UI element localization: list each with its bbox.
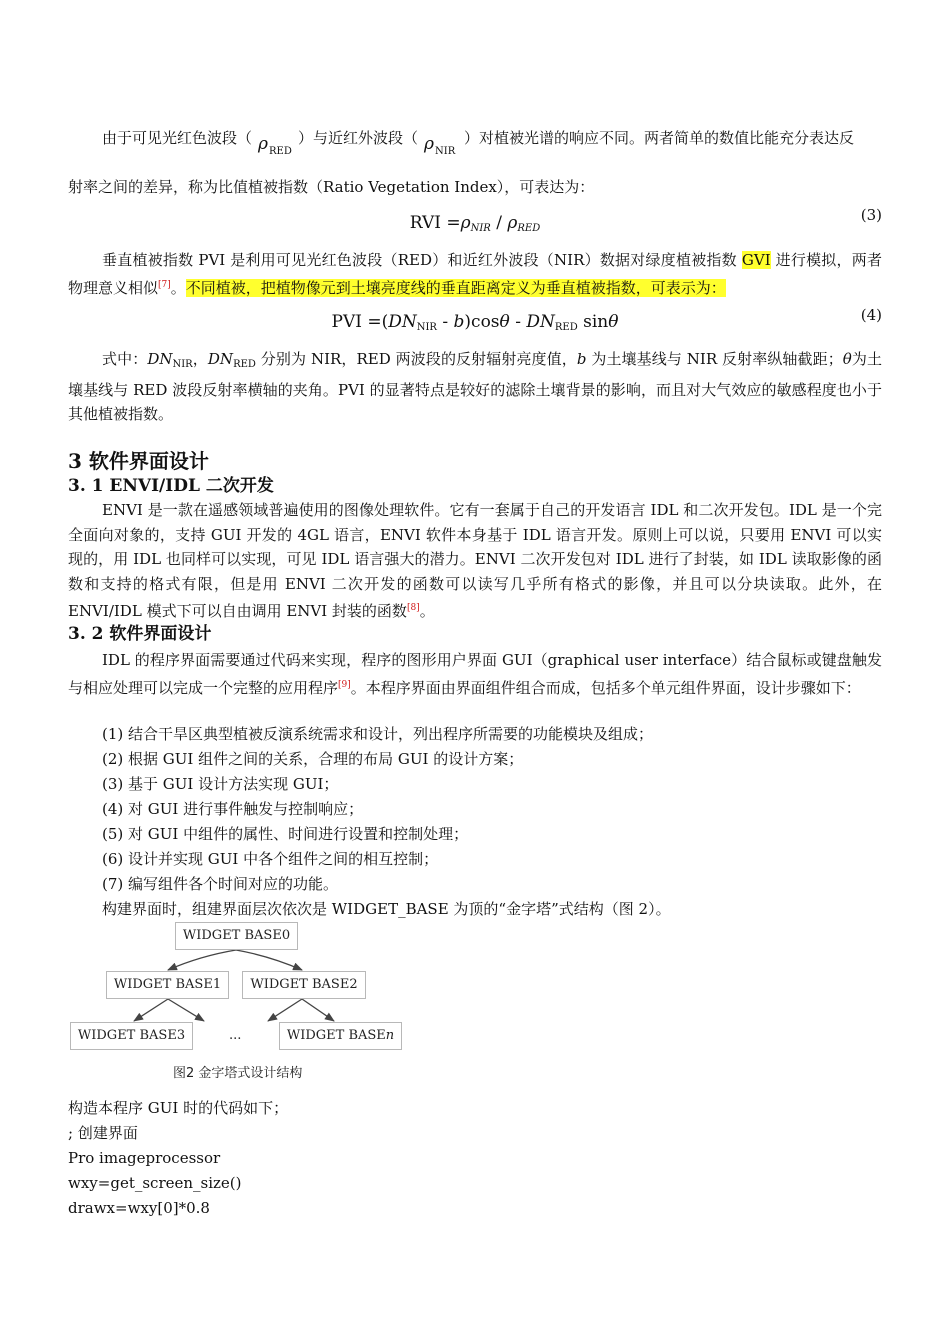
code-intro: 构造本程序 GUI 时的代码如下； <box>68 1099 289 1117</box>
figure-2-caption: 图2 金字塔式设计结构 <box>173 1066 303 1081</box>
widget-basen-box: WIDGET BASEn <box>279 1022 402 1050</box>
structure-sentence: 构建界面时，组建界面层次依次是 WIDGET_BASE 为顶的“金字塔”式结构（图 2）。 <box>102 900 671 918</box>
intro-text-c: ）对植被光谱的响应不同。两者简单的数值比能充分表达反 <box>464 129 855 147</box>
widget-base2-box: WIDGET BASE2 <box>242 971 366 999</box>
rho-nir-symbol: ρ NIR <box>424 134 456 157</box>
pvi-paragraph: 垂直植被指数 PVI 是利用可见光红色波段（RED）和近红外波段（NIR）数据对绿度植被指数 GVI 进行模拟，两者物理意义相似[7]。不同植被，把植物像元到土壤亮度线的垂直距离定义为垂直植被指数，可表示为： <box>68 251 882 297</box>
rho-red-symbol: ρ RED <box>258 134 292 157</box>
arrow-base0-to-base1 <box>168 950 236 970</box>
code-line-3: wxy=get_screen_size() <box>68 1174 242 1192</box>
equation-number-4: (4) <box>860 306 882 324</box>
citation-7[interactable]: [7] <box>158 279 171 290</box>
step-3: (3) 基于 GUI 设计方法实现 GUI； <box>102 775 339 793</box>
widget-base1-box: WIDGET BASE1 <box>106 971 229 999</box>
where-paragraph: 式中：$DN_{NIR}$，$DN_{RED}$ 分别为 NIR，RED 两波段的反射辐射亮度值，b 为土壤基线与 NIR 反射率纵轴截距；θ为土壤基线与 RED 波段反射率横轴的夹角。PVI 的显著特点是较好的滤除土壤背景的影响，而且对大气效应的敏感程度也小于其他植被指数。 <box>68 350 882 423</box>
section-3-heading: 3 软件界面设计 <box>68 449 209 473</box>
step-4: (4) 对 GUI 进行事件触发与控制响应； <box>102 800 364 818</box>
step-6: (6) 设计并实现 GUI 中各个组件之间的相互控制； <box>102 850 439 868</box>
section-3-2-heading: 3. 2 软件界面设计 <box>68 624 212 644</box>
citation-9[interactable]: [9] <box>338 679 351 690</box>
code-line-2: Pro imageprocessor <box>68 1149 221 1167</box>
widget-base3-box: WIDGET BASE3 <box>70 1022 193 1050</box>
code-line-4: drawx=wxy[0]*0.8 <box>68 1199 210 1217</box>
equation-number-3: (3) <box>860 206 882 224</box>
code-line-1: ; 创建界面 <box>68 1124 138 1142</box>
highlight-pvi-definition: 不同植被，把植物像元到土壤亮度线的垂直距离定义为垂直植被指数，可表示为： <box>185 278 726 297</box>
arrow-base1-to-dots <box>168 999 204 1021</box>
widget-base0-box: WIDGET BASE0 <box>175 922 298 950</box>
intro-text-b: ）与近红外波段（ <box>298 129 419 147</box>
ellipsis: ... <box>229 1028 242 1043</box>
step-7: (7) 编写组件各个时间对应的功能。 <box>102 875 339 893</box>
citation-8[interactable]: [8] <box>406 603 420 613</box>
step-1: (1) 结合干旱区典型植被反演系统需求和设计，列出程序所需要的功能模块及组成； <box>102 725 654 743</box>
intro-text-a: 由于可见光红色波段（ <box>102 129 253 147</box>
highlight-gvi: GVI <box>741 251 771 269</box>
section-3-1-paragraph: ENVI 是一款在遥感领域普遍使用的图像处理软件。它有一套属于自己的开发语言 IDL 和二次开发包。IDL 是一个完全面向对象的，支持 GUI 开发的 4GL 语言，ENVI 软件本身基于 IDL 语言开发。原则上可以说，只要用 ENVI 可以实现的，用 IDL 也同样可以实现，可见 IDL 语言强大的潜力。ENVI 二次开发包对 IDL 进行了封装，如 IDL 读取影像的函数和支持的格式有限，但是用 ENVI 二次开发的函数可以读写几乎所有格式的影像，并且可以分块读取。此外，在 ENVI/IDL 模式下可以自由调用 ENVI 封装的函数[8]。 <box>68 501 882 620</box>
section-3-1-heading: 3. 1 ENVI/IDL 二次开发 <box>68 476 274 496</box>
equation-rvi: RVI =ρNIR / ρRED <box>409 213 541 234</box>
arrow-base0-to-base2 <box>236 950 302 970</box>
step-5: (5) 对 GUI 中组件的属性、时间进行设置和控制处理； <box>102 825 469 843</box>
intro-line-2: 射率之间的差异，称为比值植被指数（Ratio Vegetation Index），可表达为： <box>68 178 595 196</box>
section-3-2-paragraph: IDL 的程序界面需要通过代码来实现，程序的图形用户界面 GUI（graphical user interface）结合鼠标或键盘触发与相应处理可以完成一个完整的应用程序[9]。本程序界面由界面组件组合而成，包括多个单元组件界面，设计步骤如下： <box>68 651 882 697</box>
arrow-base2-to-dots <box>268 999 302 1021</box>
equation-pvi: PVI $=(DN_{NIR} - b)\cos\theta - DN_{RED}$ sinθ <box>331 312 619 333</box>
arrow-base2-to-basen <box>302 999 334 1021</box>
step-2: (2) 根据 GUI 组件之间的关系，合理的布局 GUI 的设计方案； <box>102 750 524 768</box>
arrow-base1-to-base3 <box>134 999 168 1021</box>
